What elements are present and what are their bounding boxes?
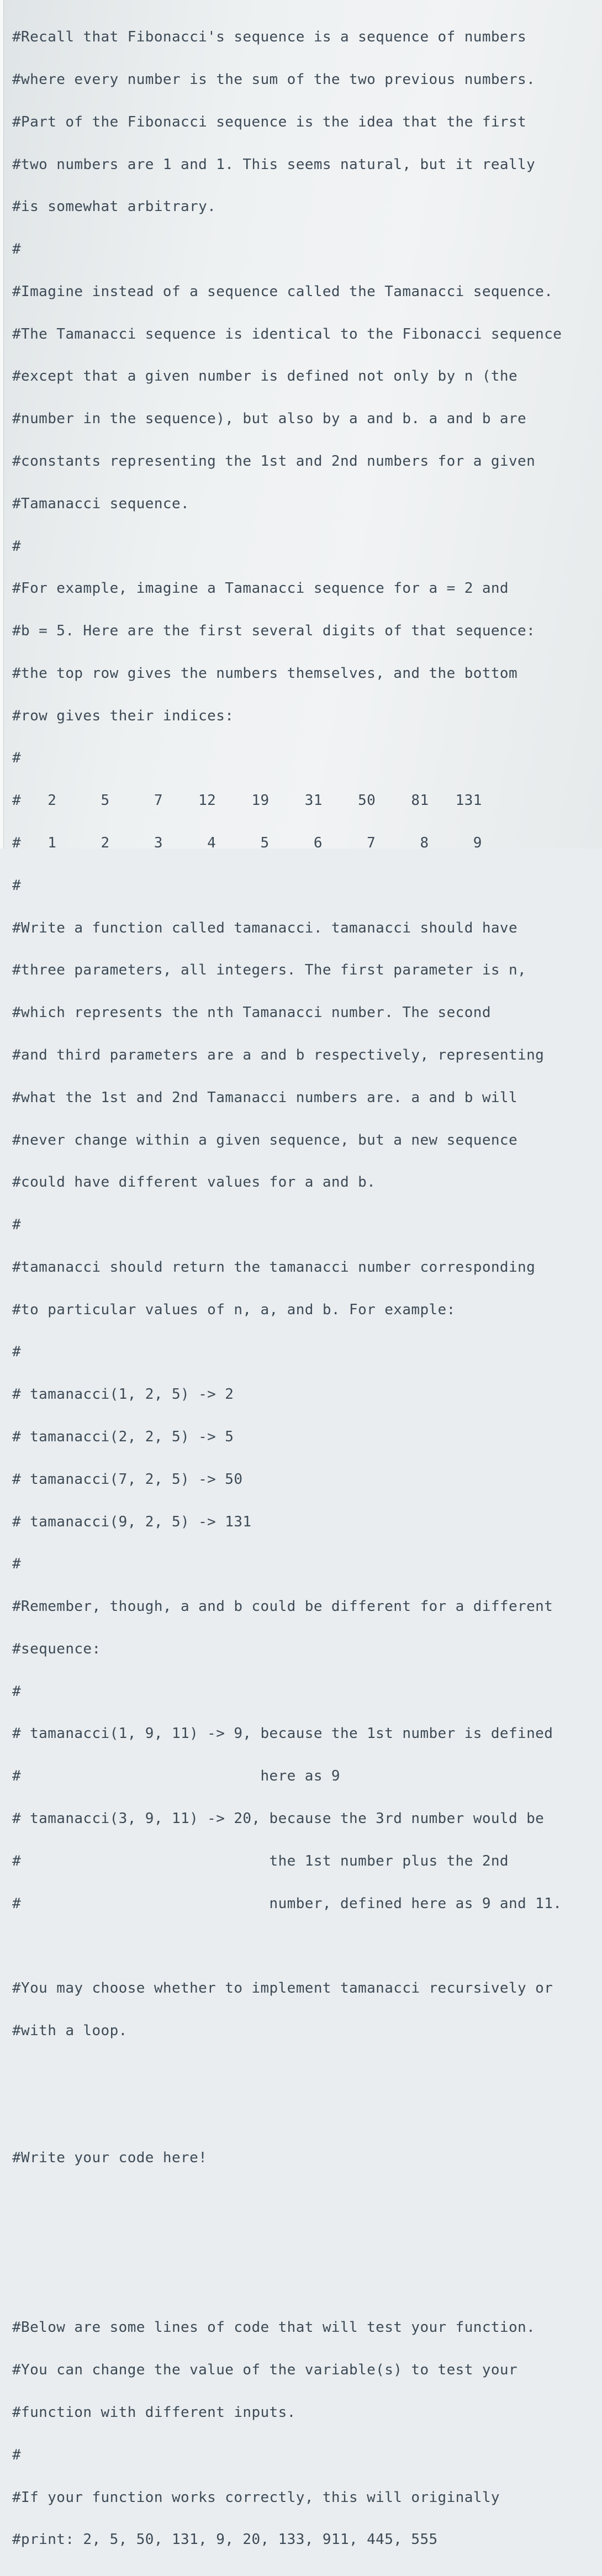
code-line: #The Tamanacci sequence is identical to the Fibonacci sequence <box>12 325 562 343</box>
code-line: # <box>12 241 22 258</box>
code-line: # <box>12 1344 22 1361</box>
code-line: # <box>12 1683 22 1700</box>
code-line: # <box>12 1556 22 1573</box>
blank-line <box>12 1939 598 1953</box>
code-line: #number in the sequence), but also by a and b. a and b are <box>12 410 527 428</box>
code-line: # here as 9 <box>12 1768 340 1785</box>
example-line: # tamanacci(1, 2, 5) -> 2 <box>12 1386 234 1403</box>
code-line: # <box>12 538 22 555</box>
example-line: # tamanacci(2, 2, 5) -> 5 <box>12 1428 234 1445</box>
code-line: #row gives their indices: <box>12 707 234 724</box>
blank-line <box>12 2236 598 2251</box>
code-line: #with a loop. <box>12 2022 128 2039</box>
code-line: #three parameters, all integers. The first parameter is n, <box>12 962 527 979</box>
example-line: # tamanacci(1, 9, 11) -> 9, because the 1st number is defined <box>12 1725 553 1742</box>
code-line: #Write your code here! <box>12 2150 208 2167</box>
code-line: #If your function works correctly, this will originally <box>12 2489 500 2506</box>
blank-line <box>12 2109 598 2123</box>
example-line: # tamanacci(9, 2, 5) -> 131 <box>12 1513 252 1530</box>
sequence-indices-row: # 1 2 3 4 5 6 7 8 9 <box>12 835 482 852</box>
code-line: #Tamanacci sequence. <box>12 495 190 512</box>
code-line: #Remember, though, a and b could be different for a different <box>12 1598 553 1615</box>
code-line: #and third parameters are a and b respectively, representing <box>12 1046 545 1063</box>
code-line: #which represents the nth Tamanacci number. The second <box>12 1004 491 1021</box>
code-line: #Part of the Fibonacci sequence is the idea that the first <box>12 113 527 130</box>
code-line: # <box>12 877 22 894</box>
code-editor[interactable] <box>12 0 598 2548</box>
code-line: #where every number is the sum of the two previous numbers. <box>12 71 536 88</box>
code-line: #tamanacci should return the tamanacci number corresponding <box>12 1258 536 1276</box>
blank-line <box>12 2279 598 2293</box>
code-line: #constants representing the 1st and 2nd numbers for a given <box>12 453 536 470</box>
code-line: # <box>12 1216 22 1234</box>
code-line: #For example, imagine a Tamanacci sequence for a = 2 and <box>12 580 509 597</box>
code-line: #Below are some lines of code that will test your function. <box>12 2319 536 2336</box>
sequence-values-row: # 2 5 7 12 19 31 50 81 131 <box>12 792 482 809</box>
code-line: #two numbers are 1 and 1. This seems natural, but it really <box>12 156 536 173</box>
code-line: # <box>12 750 22 767</box>
code-line: #print: 2, 5, 50, 131, 9, 20, 133, 911, 445, 555 <box>12 2531 438 2548</box>
code-line: # <box>12 2446 22 2463</box>
code-line: #is somewhat arbitrary. <box>12 198 216 215</box>
code-line: #to particular values of n, a, and b. For example: <box>12 1301 456 1318</box>
code-line: #You may choose whether to implement tamanacci recursively or <box>12 1980 553 1997</box>
code-line: #b = 5. Here are the first several digits of that sequence: <box>12 623 536 640</box>
code-line: #sequence: <box>12 1640 101 1657</box>
code-line: #could have different values for a and b. <box>12 1174 376 1191</box>
code-line: #function with different inputs. <box>12 2404 296 2421</box>
code-line: #the top row gives the numbers themselves, and the bottom <box>12 665 518 682</box>
code-line: #Recall that Fibonacci's sequence is a sequence of numbers <box>12 29 527 46</box>
example-line: # tamanacci(7, 2, 5) -> 50 <box>12 1471 243 1488</box>
code-line: # the 1st number plus the 2nd <box>12 1852 509 1869</box>
code-line: #Imagine instead of a sequence called the Tamanacci sequence. <box>12 283 553 300</box>
code-line: #You can change the value of the variable(s) to test your <box>12 2362 518 2379</box>
code-line: #Write a function called tamanacci. tamanacci should have <box>12 919 518 936</box>
code-line: #what the 1st and 2nd Tamanacci numbers are. a and b will <box>12 1089 518 1106</box>
example-line: # tamanacci(3, 9, 11) -> 20, because the 3rd number would be <box>12 1810 545 1827</box>
code-line: #except that a given number is defined not only by n (the <box>12 368 518 385</box>
code-line: #never change within a given sequence, but a new sequence <box>12 1131 518 1149</box>
blank-line <box>12 2067 598 2081</box>
code-line: # number, defined here as 9 and 11. <box>12 1895 562 1912</box>
blank-line <box>12 2194 598 2208</box>
editor-gutter <box>0 0 4 849</box>
